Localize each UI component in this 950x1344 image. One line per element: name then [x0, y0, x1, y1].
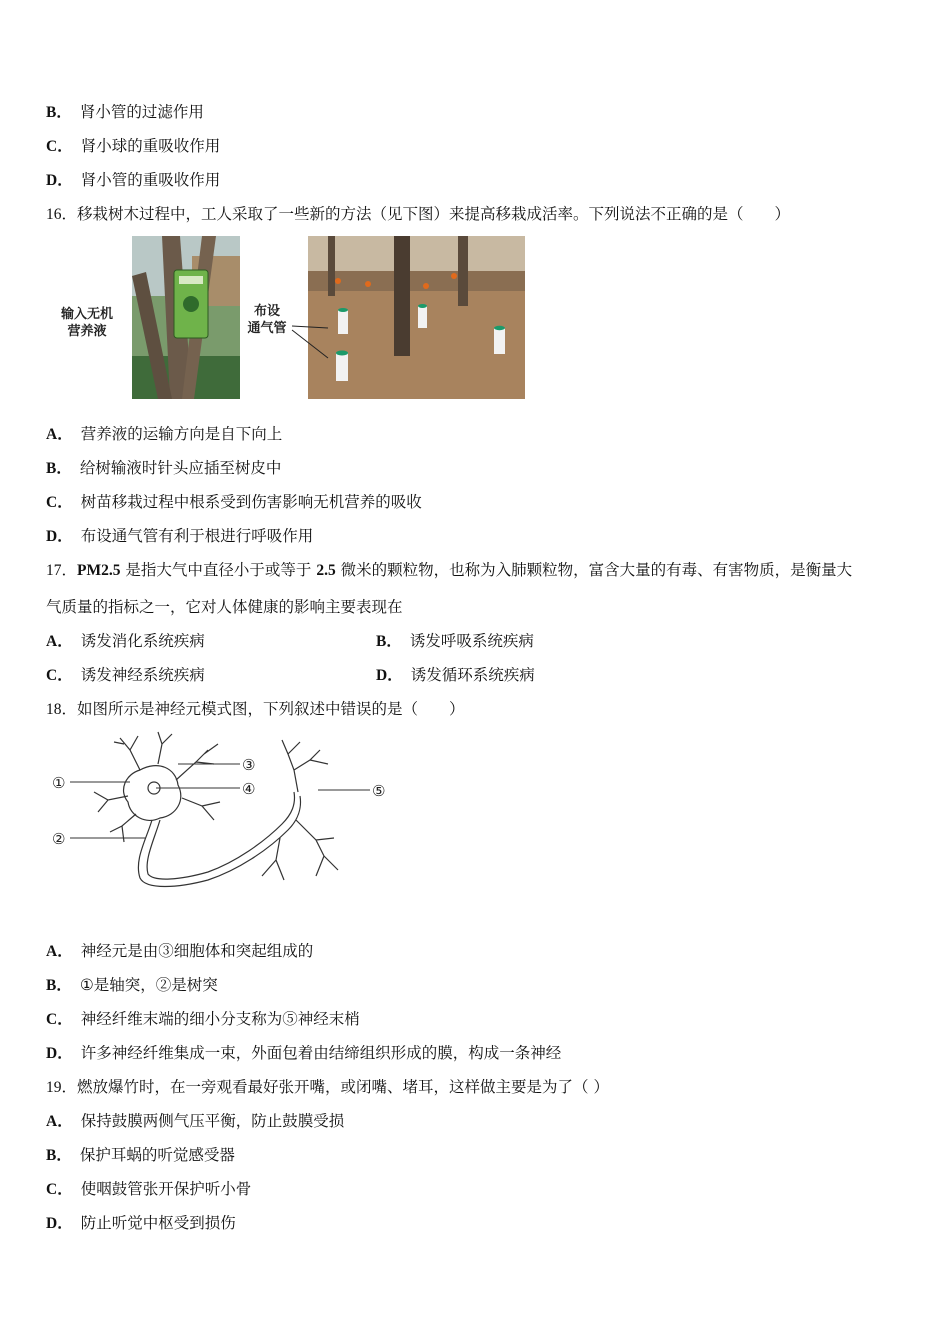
q16-caption-right: 布设 通气管 — [247, 304, 287, 336]
q17-option-a: A． 诱发消化系统疾病 — [46, 632, 205, 650]
q17-options-row1 — [46, 630, 906, 653]
q18-stem: 18．如图所示是神经元模式图，下列叙述中错误的是（ ） — [46, 700, 465, 718]
q17-stem: 17．PM2.5 是指大气中直径小于或等于 2.5 微米的颗粒物，也称为入肺颗粒物，富含大量的有毒、有害物质，是衡量大 — [46, 561, 853, 579]
q16-option-a: A． 营养液的运输方向是自下向上 — [46, 425, 283, 443]
q17-options-row2 — [46, 664, 906, 687]
q19-stem: 19．燃放爆竹时，在一旁观看最好张开嘴，或闭嘴、堵耳，这样做主要是为了（ ） — [46, 1078, 609, 1096]
neuron-label-3: ③ — [242, 756, 256, 774]
q18-option-c: C． 神经纤维末端的细小分支称为⑤神经末梢 — [46, 1010, 360, 1028]
pointer-lines — [290, 318, 330, 363]
q19-option-a: A． 保持鼓膜两侧气压平衡，防止鼓膜受损 — [46, 1112, 345, 1130]
q15-option-d: D． 肾小管的重吸收作用 — [46, 171, 221, 189]
q15-option-b: B． 肾小管的过滤作用 — [46, 103, 204, 121]
neuron-label-2: ② — [52, 830, 66, 848]
q17-option-c: C． 诱发神经系统疾病 — [46, 666, 205, 684]
q17-option-b: B． 诱发呼吸系统疾病 — [376, 632, 534, 650]
ventilation-pipe-photo — [308, 236, 525, 399]
q16-stem: 16．移栽树木过程中，工人采取了一些新的方法（见下图）来提高移栽成活率。下列说法不正确的是（ ） — [46, 205, 791, 223]
q17-stem-line2: 气质量的指标之一，它对人体健康的影响主要表现在 — [46, 598, 403, 616]
q16-caption-left: 输入无机 营养液 — [60, 307, 113, 339]
q16-option-b: B． 给树输液时针头应插至树皮中 — [46, 459, 282, 477]
neuron-label-1: ① — [52, 774, 66, 792]
neuron-label-4: ④ — [242, 780, 256, 798]
q19-option-c: C． 使咽鼓管张开保护听小骨 — [46, 1180, 252, 1198]
q17-option-d: D． 诱发循环系统疾病 — [376, 666, 535, 684]
q19-option-b: B． 保护耳蜗的听觉感受器 — [46, 1146, 235, 1164]
q16-option-d: D． 布设通气管有利于根进行呼吸作用 — [46, 527, 314, 545]
neuron-label-5: ⑤ — [372, 782, 386, 800]
neuron-diagram — [48, 730, 393, 906]
iv-drip-photo — [132, 236, 240, 399]
q19-option-d: D． 防止听觉中枢受到损伤 — [46, 1214, 236, 1232]
q15-option-c: C． 肾小球的重吸收作用 — [46, 137, 221, 155]
q18-option-b: B． ①是轴突，②是树突 — [46, 976, 218, 994]
q16-option-c: C． 树苗移栽过程中根系受到伤害影响无机营养的吸收 — [46, 493, 422, 511]
q18-option-d: D． 许多神经纤维集成一束，外面包着由结缔组织形成的膜，构成一条神经 — [46, 1044, 562, 1062]
q18-option-a: A． 神经元是由③细胞体和突起组成的 — [46, 942, 314, 960]
